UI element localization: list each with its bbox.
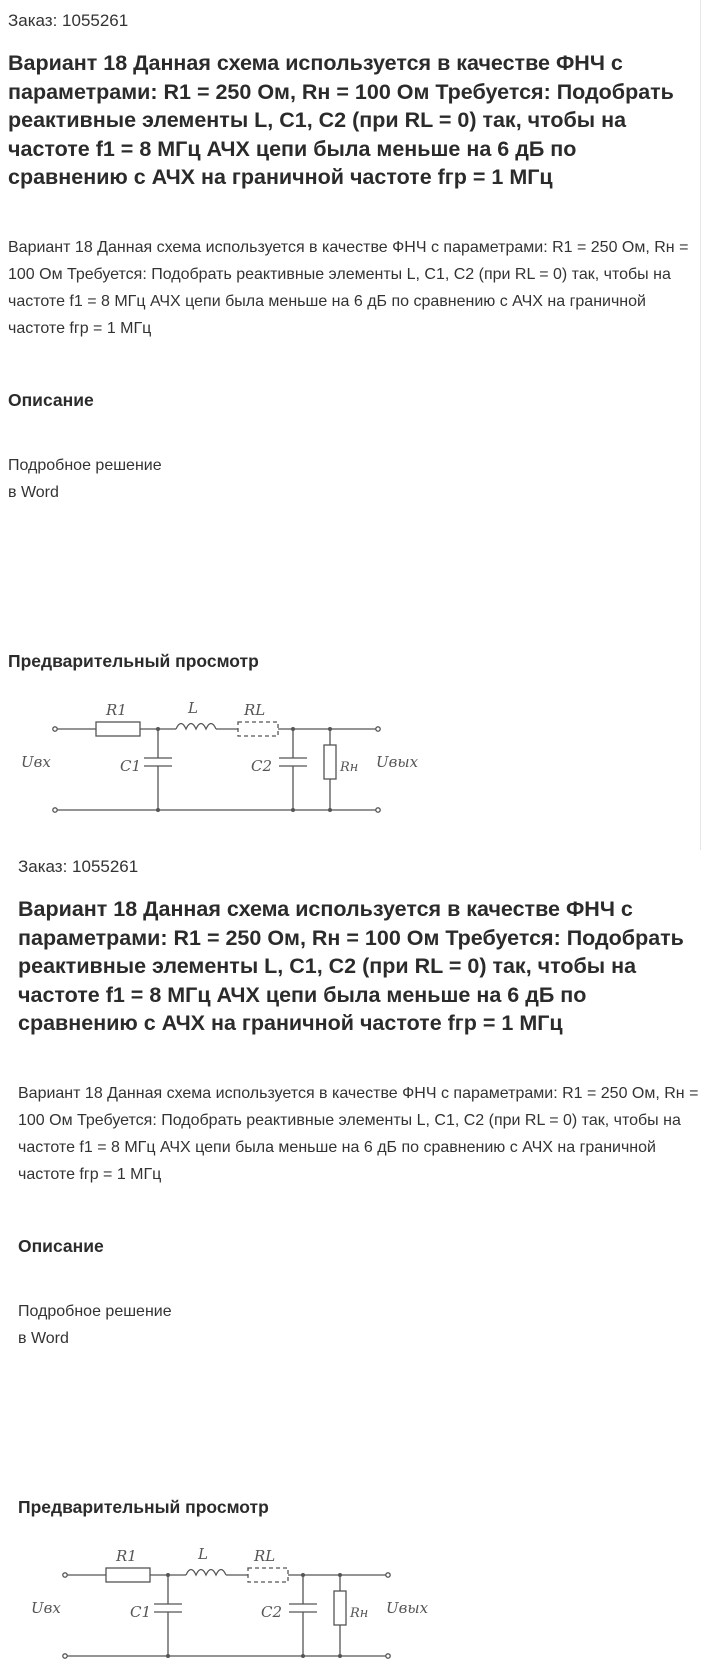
solution-details	[8, 452, 162, 506]
preview-heading: Предварительный просмотр	[8, 651, 259, 671]
preview-heading: Предварительный просмотр	[18, 1497, 269, 1517]
label-r1: R1	[116, 1547, 137, 1565]
label-c2: C2	[251, 757, 273, 775]
label-l: L	[198, 1545, 208, 1563]
label-uout: Uвых	[386, 1599, 429, 1617]
label-uin: Uвх	[21, 753, 51, 771]
description-heading: Описание	[8, 390, 94, 410]
solution-details	[18, 1298, 172, 1352]
label-rl: RL	[244, 701, 266, 719]
order-number: Заказ: 1055261	[18, 857, 139, 876]
label-r1: R1	[106, 701, 127, 719]
description-heading: Описание	[18, 1236, 104, 1256]
product-description: Вариант 18 Данная схема используется в качестве ФНЧ с параметрами: R1 = 250 Ом, Rн = 100 Ом Требуется: Подобрать реактивные элементы L, C1, C2 (при RL = 0) так, чтобы на частоте f1 = 8 МГц АЧХ цепи была меньше на 6 дБ по сравнению с АЧХ на граничной частоте fгр = 1 МГц	[8, 239, 689, 337]
label-rl: RL	[254, 1547, 276, 1565]
product-title: Вариант 18 Данная схема используется в качестве ФНЧ с параметрами: R1 = 250 Ом, Rн = 100 Ом Требуется: Подобрать реактивные элементы L, C1, C2 (при RL = 0) так, чтобы на частоте f1 = 8 МГц АЧХ цепи была меньше на 6 дБ по сравнению с АЧХ на граничной частоте fгр = 1 МГц	[18, 897, 684, 1035]
circuit-diagram	[18, 1531, 429, 1666]
detail-line: в Word	[8, 484, 59, 501]
circuit-diagram	[8, 685, 419, 820]
label-c2: C2	[261, 1603, 283, 1621]
product-description: Вариант 18 Данная схема используется в качестве ФНЧ с параметрами: R1 = 250 Ом, Rн = 100 Ом Требуется: Подобрать реактивные элементы L, C1, C2 (при RL = 0) так, чтобы на частоте f1 = 8 МГц АЧХ цепи была меньше на 6 дБ по сравнению с АЧХ на граничной частоте fгр = 1 МГц	[18, 1085, 699, 1183]
product-card-2	[10, 846, 701, 1675]
label-rn: Rн	[340, 760, 359, 775]
product-title: Вариант 18 Данная схема используется в качестве ФНЧ с параметрами: R1 = 250 Ом, Rн = 100 Ом Требуется: Подобрать реактивные элементы L, C1, C2 (при RL = 0) так, чтобы на частоте f1 = 8 МГц АЧХ цепи была меньше на 6 дБ по сравнению с АЧХ на граничной частоте fгр = 1 МГц	[8, 51, 674, 189]
label-c1: C1	[130, 1603, 152, 1621]
order-number: Заказ: 1055261	[8, 11, 129, 30]
label-c1: C1	[120, 757, 142, 775]
label-rn: Rн	[350, 1606, 369, 1621]
detail-line: Подробное решение	[8, 457, 162, 474]
label-l: L	[188, 699, 198, 717]
detail-line: Подробное решение	[18, 1303, 172, 1320]
label-uout: Uвых	[376, 753, 419, 771]
label-uin: Uвх	[31, 1599, 61, 1617]
detail-line: в Word	[18, 1330, 69, 1347]
